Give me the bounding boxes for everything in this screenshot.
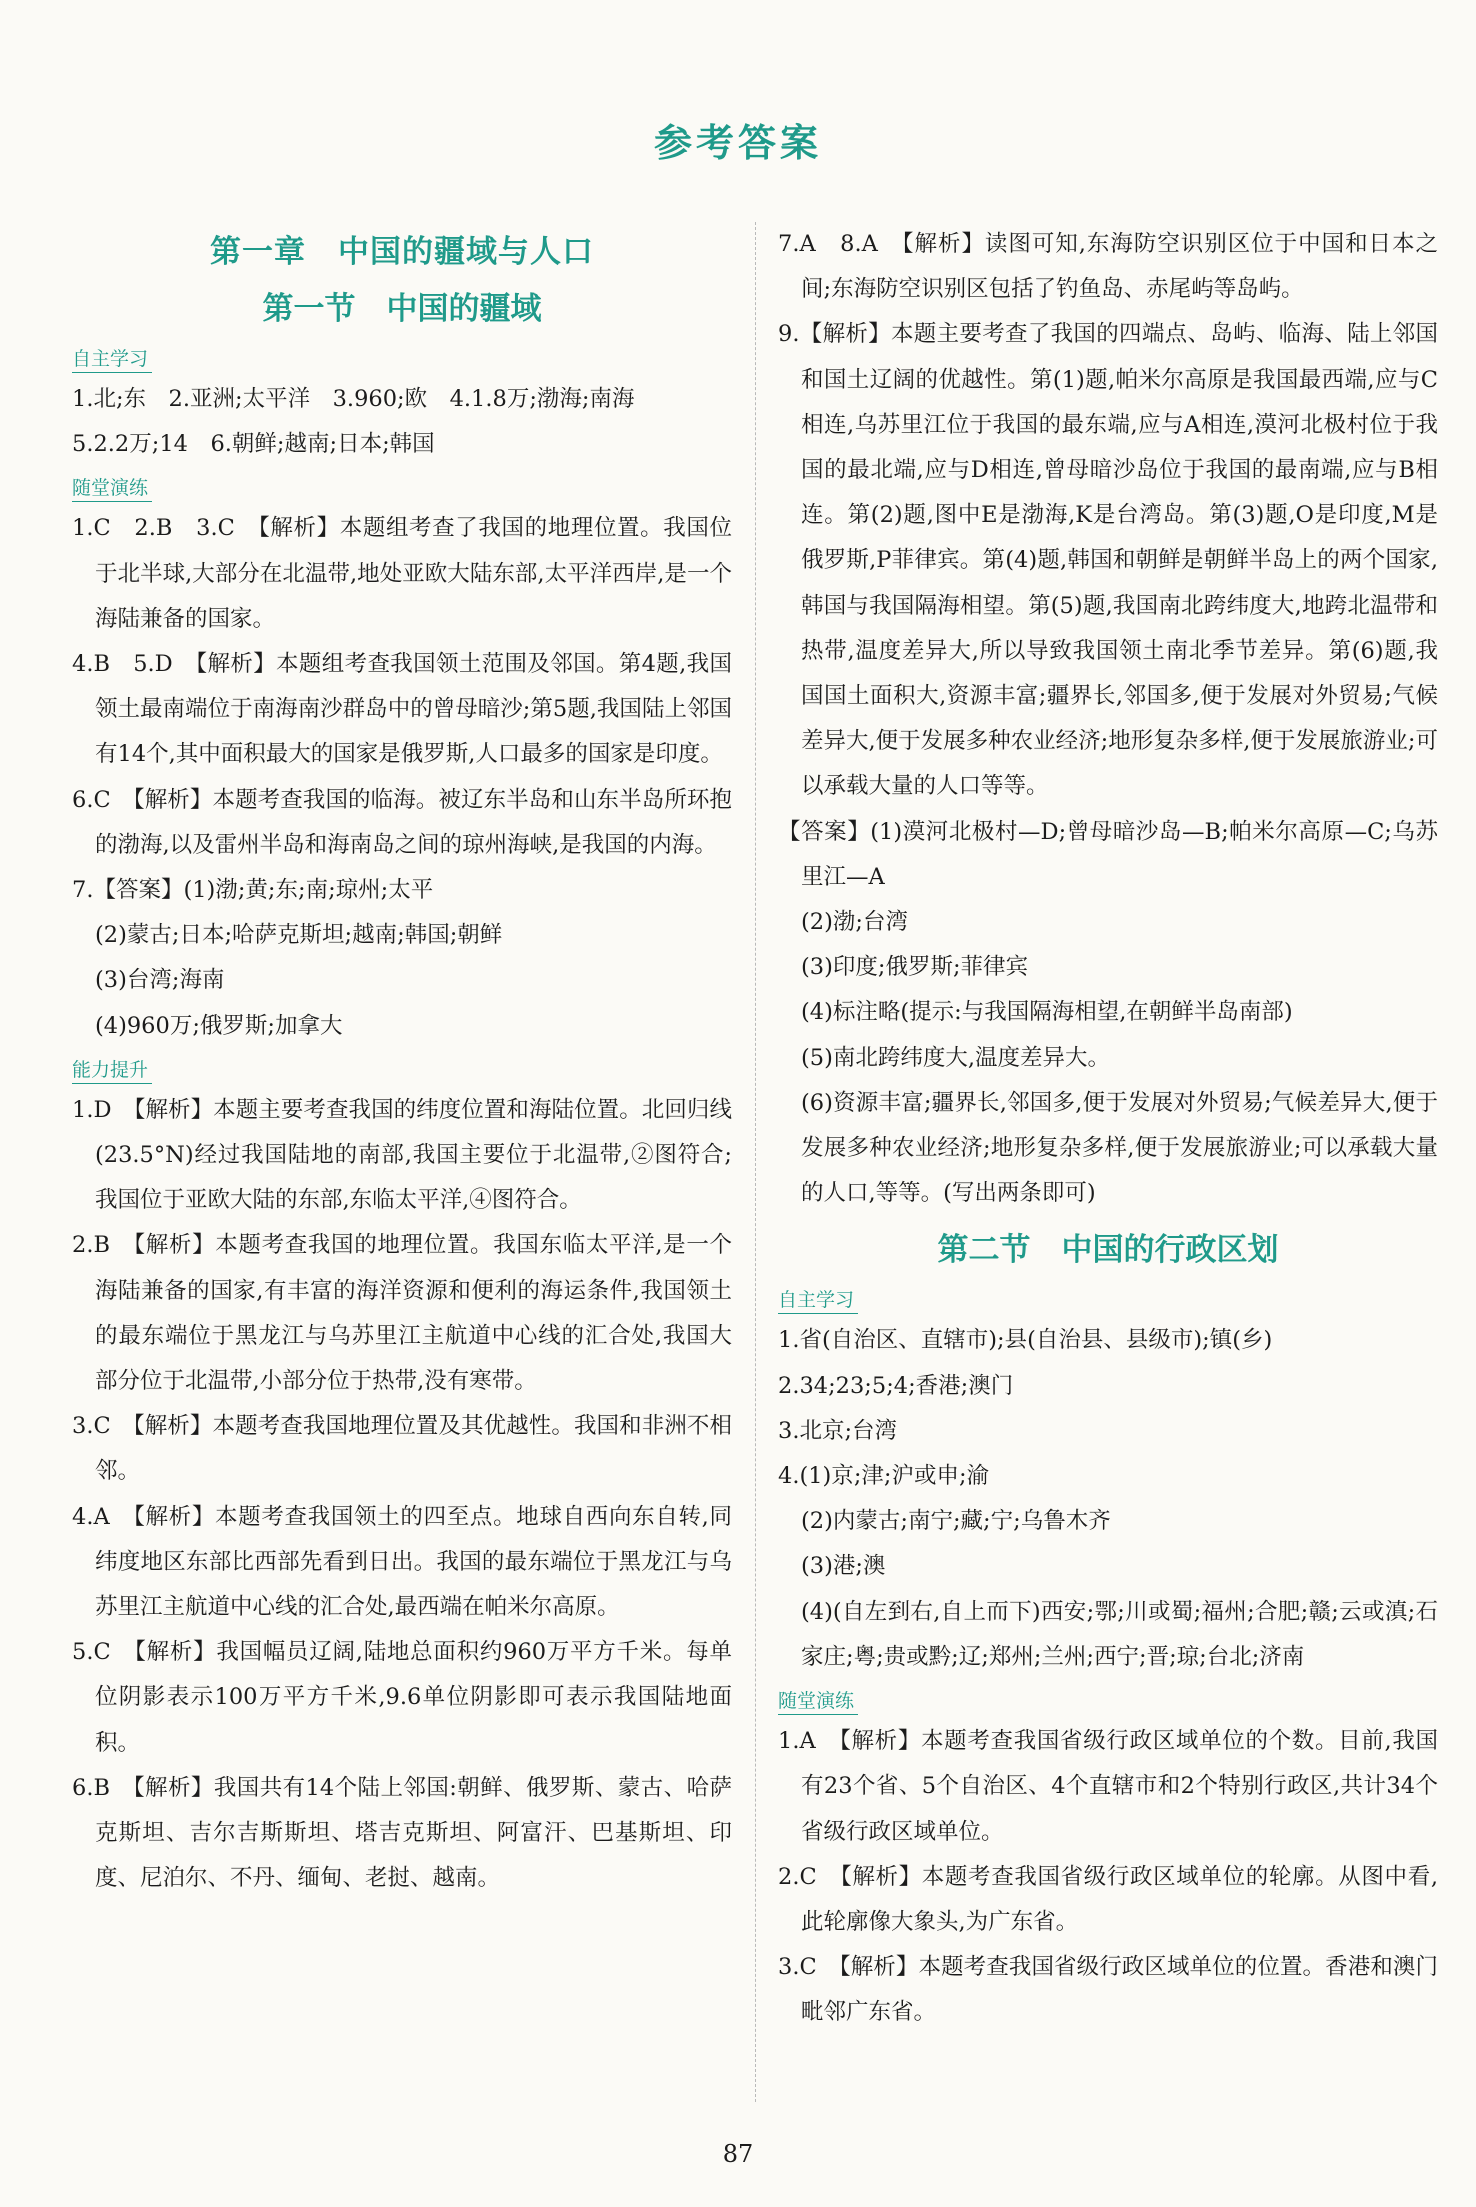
answer-subitem: (2)内蒙古;南宁;藏;宁;乌鲁木齐 <box>801 1508 1111 1535</box>
answer-subitem: (2)蒙古;日本;哈萨克斯坦;越南;韩国;朝鲜 <box>95 922 503 949</box>
answer-item: 1.省(自治区、直辖市);县(自治县、县级市);镇(乡) <box>778 1327 1273 1354</box>
answer-subitem: (4)960万;俄罗斯;加拿大 <box>95 1012 343 1039</box>
answer-subitem: (3)台湾;海南 <box>95 967 225 994</box>
section-tag: 能力提升 <box>72 1055 152 1084</box>
answer-subitem: (4)(自左到右,自上而下)西安;鄂;川或蜀;福州;合肥;赣;云或滇;石家庄;粤;贵或黔;辽;郑州;兰州;西宁;晋;琼;台北;济南 <box>801 1598 1438 1670</box>
column-divider <box>755 222 756 2102</box>
answer-item: 3.C 【解析】本题考查我国省级行政区域单位的位置。香港和澳门毗邻广东省。 <box>778 1954 1438 2026</box>
section-tag: 随堂演练 <box>778 1686 858 1715</box>
answer-item: 5.C 【解析】我国幅员辽阔,陆地总面积约960万平方千米。每单位阴影表示100万平方千米,9.6单位阴影即可表示我国陆地面积。 <box>72 1639 732 1756</box>
left-column <box>72 222 732 1902</box>
answer-item: 9.【解析】本题主要考查了我国的四端点、岛屿、临海、陆上邻国和国土辽阔的优越性。第(1)题,帕米尔高原是我国最西端,应与C相连,乌苏里江位于我国的最东端,应与A相连,漠河北极村位于我国的最北端,应与D相连,曾母暗沙岛位于我国的最南端,应与B相连。第(2)题,图中E是渤海,K是台湾岛。第(3)题,O是印度,M是俄罗斯,P菲律宾。第(4)题,韩国和朝鲜是朝鲜半岛上的两个国家,韩国与我国隔海相望。第(5)题,我国南北跨纬度大,地跨北温带和热带,温度差异大,所以导致我国领土南北季节差异。第(6)题,我国国土面积大,资源丰富;疆界长,邻国多,便于发展对外贸易;气候差异大,便于发展多种农业经济;地形复杂多样,便于发展旅游业;可以承载大量的人口等等。 <box>778 321 1438 800</box>
answer-item: 6.B 【解析】我国共有14个陆上邻国:朝鲜、俄罗斯、蒙古、哈萨克斯坦、吉尔吉斯斯坦、塔吉克斯坦、阿富汗、巴基斯坦、印度、尼泊尔、不丹、缅甸、老挝、越南。 <box>72 1774 732 1892</box>
answer-item: 2.B 【解析】本题考查我国的地理位置。我国东临太平洋,是一个海陆兼备的国家,有丰富的海洋资源和便利的海运条件,我国领土的最东端位于黑龙江与乌苏里江主航道中心线的汇合处,我国大部分位于北温带,小部分位于热带,没有寒带。 <box>72 1232 732 1395</box>
answer-item: 4.B 5.D 【解析】本题组考查我国领土范围及邻国。第4题,我国领土最南端位于南海南沙群岛中的曾母暗沙;第5题,我国陆上邻国有14个,其中面积最大的国家是俄罗斯,人口最多的国家是印度。 <box>72 651 732 768</box>
answer-item: 1.C 2.B 3.C 【解析】本题组考查了我国的地理位置。我国位于北半球,大部分在北温带,地处亚欧大陆东部,太平洋西岸,是一个海陆兼备的国家。 <box>72 515 732 632</box>
answer-subitem: (5)南北跨纬度大,温度差异大。 <box>801 1044 1111 1071</box>
answer-subitem: (6)资源丰富;疆界长,邻国多,便于发展对外贸易;气候差异大,便于发展多种农业经济;地形复杂多样,便于发展旅游业;可以承载大量的人口,等等。(写出两条即可) <box>801 1089 1438 1207</box>
answer-key: 【答案】(1)漠河北极村—D;曾母暗沙岛—B;帕米尔高原—C;乌苏里江—A <box>778 818 1438 890</box>
answer-item: 4.A 【解析】本题考查我国领土的四至点。地球自西向东自转,同纬度地区东部比西部先看到日出。我国的最东端位于黑龙江与乌苏里江主航道中心线的汇合处,最西端在帕米尔高原。 <box>72 1503 732 1621</box>
right-column <box>778 222 1438 2036</box>
answer-item: 3.北京;台湾 <box>778 1417 898 1444</box>
answer-item: 6.C 【解析】本题考查我国的临海。被辽东半岛和山东半岛所环抱的渤海,以及雷州半岛和海南岛之间的琼州海峡,是我国的内海。 <box>72 786 732 858</box>
answer-subitem: (4)标注略(提示:与我国隔海相望,在朝鲜半岛南部) <box>801 999 1293 1026</box>
section-title: 第一节 中国的疆域 <box>262 291 542 327</box>
answer-subitem: (3)港;澳 <box>801 1553 886 1580</box>
answer-item: 7.【答案】(1)渤;黄;东;南;琼州;太平 <box>72 877 434 904</box>
section-tag: 自主学习 <box>72 344 152 373</box>
chapter-title: 第一章 中国的疆域与人口 <box>210 234 594 270</box>
answer-item: 1.D 【解析】本题主要考查我国的纬度位置和海陆位置。北回归线(23.5°N)经过我国陆地的南部,我国主要位于北温带,②图符合;我国位于亚欧大陆的东部,东临太平洋,④图符合。 <box>72 1096 732 1214</box>
answer-item: 1.北;东 2.亚洲;太平洋 3.960;欧 4.1.8万;渤海;南海 <box>72 386 635 412</box>
section-tag: 随堂演练 <box>72 473 152 502</box>
answer-item: 1.A 【解析】本题考查我国省级行政区域单位的个数。目前,我国有23个省、5个自治区、4个直辖市和2个特别行政区,共计34个省级行政区域单位。 <box>778 1728 1438 1845</box>
answer-subitem: (3)印度;俄罗斯;菲律宾 <box>801 954 1029 981</box>
answer-item: 4.(1)京;津;沪或申;渝 <box>778 1463 990 1490</box>
section-tag: 自主学习 <box>778 1285 858 1314</box>
answer-item: 2.34;23;5;4;香港;澳门 <box>778 1372 1014 1399</box>
page-number: 87 <box>722 2140 754 2168</box>
section-title: 第二节 中国的行政区划 <box>937 1232 1279 1269</box>
answer-item: 2.C 【解析】本题考查我国省级行政区域单位的轮廓。从图中看,此轮廓像大象头,为广东省。 <box>778 1863 1438 1935</box>
answer-item: 7.A 8.A 【解析】读图可知,东海防空识别区位于中国和日本之间;东海防空识别区包括了钓鱼岛、赤尾屿等岛屿。 <box>778 231 1438 303</box>
answer-item: 3.C 【解析】本题考查我国地理位置及其优越性。我国和非洲不相邻。 <box>72 1413 732 1485</box>
page-title: 参考答案 <box>653 120 822 165</box>
answer-item: 5.2.2万;14 6.朝鲜;越南;日本;韩国 <box>72 431 435 458</box>
answer-subitem: (2)渤;台湾 <box>801 909 908 936</box>
